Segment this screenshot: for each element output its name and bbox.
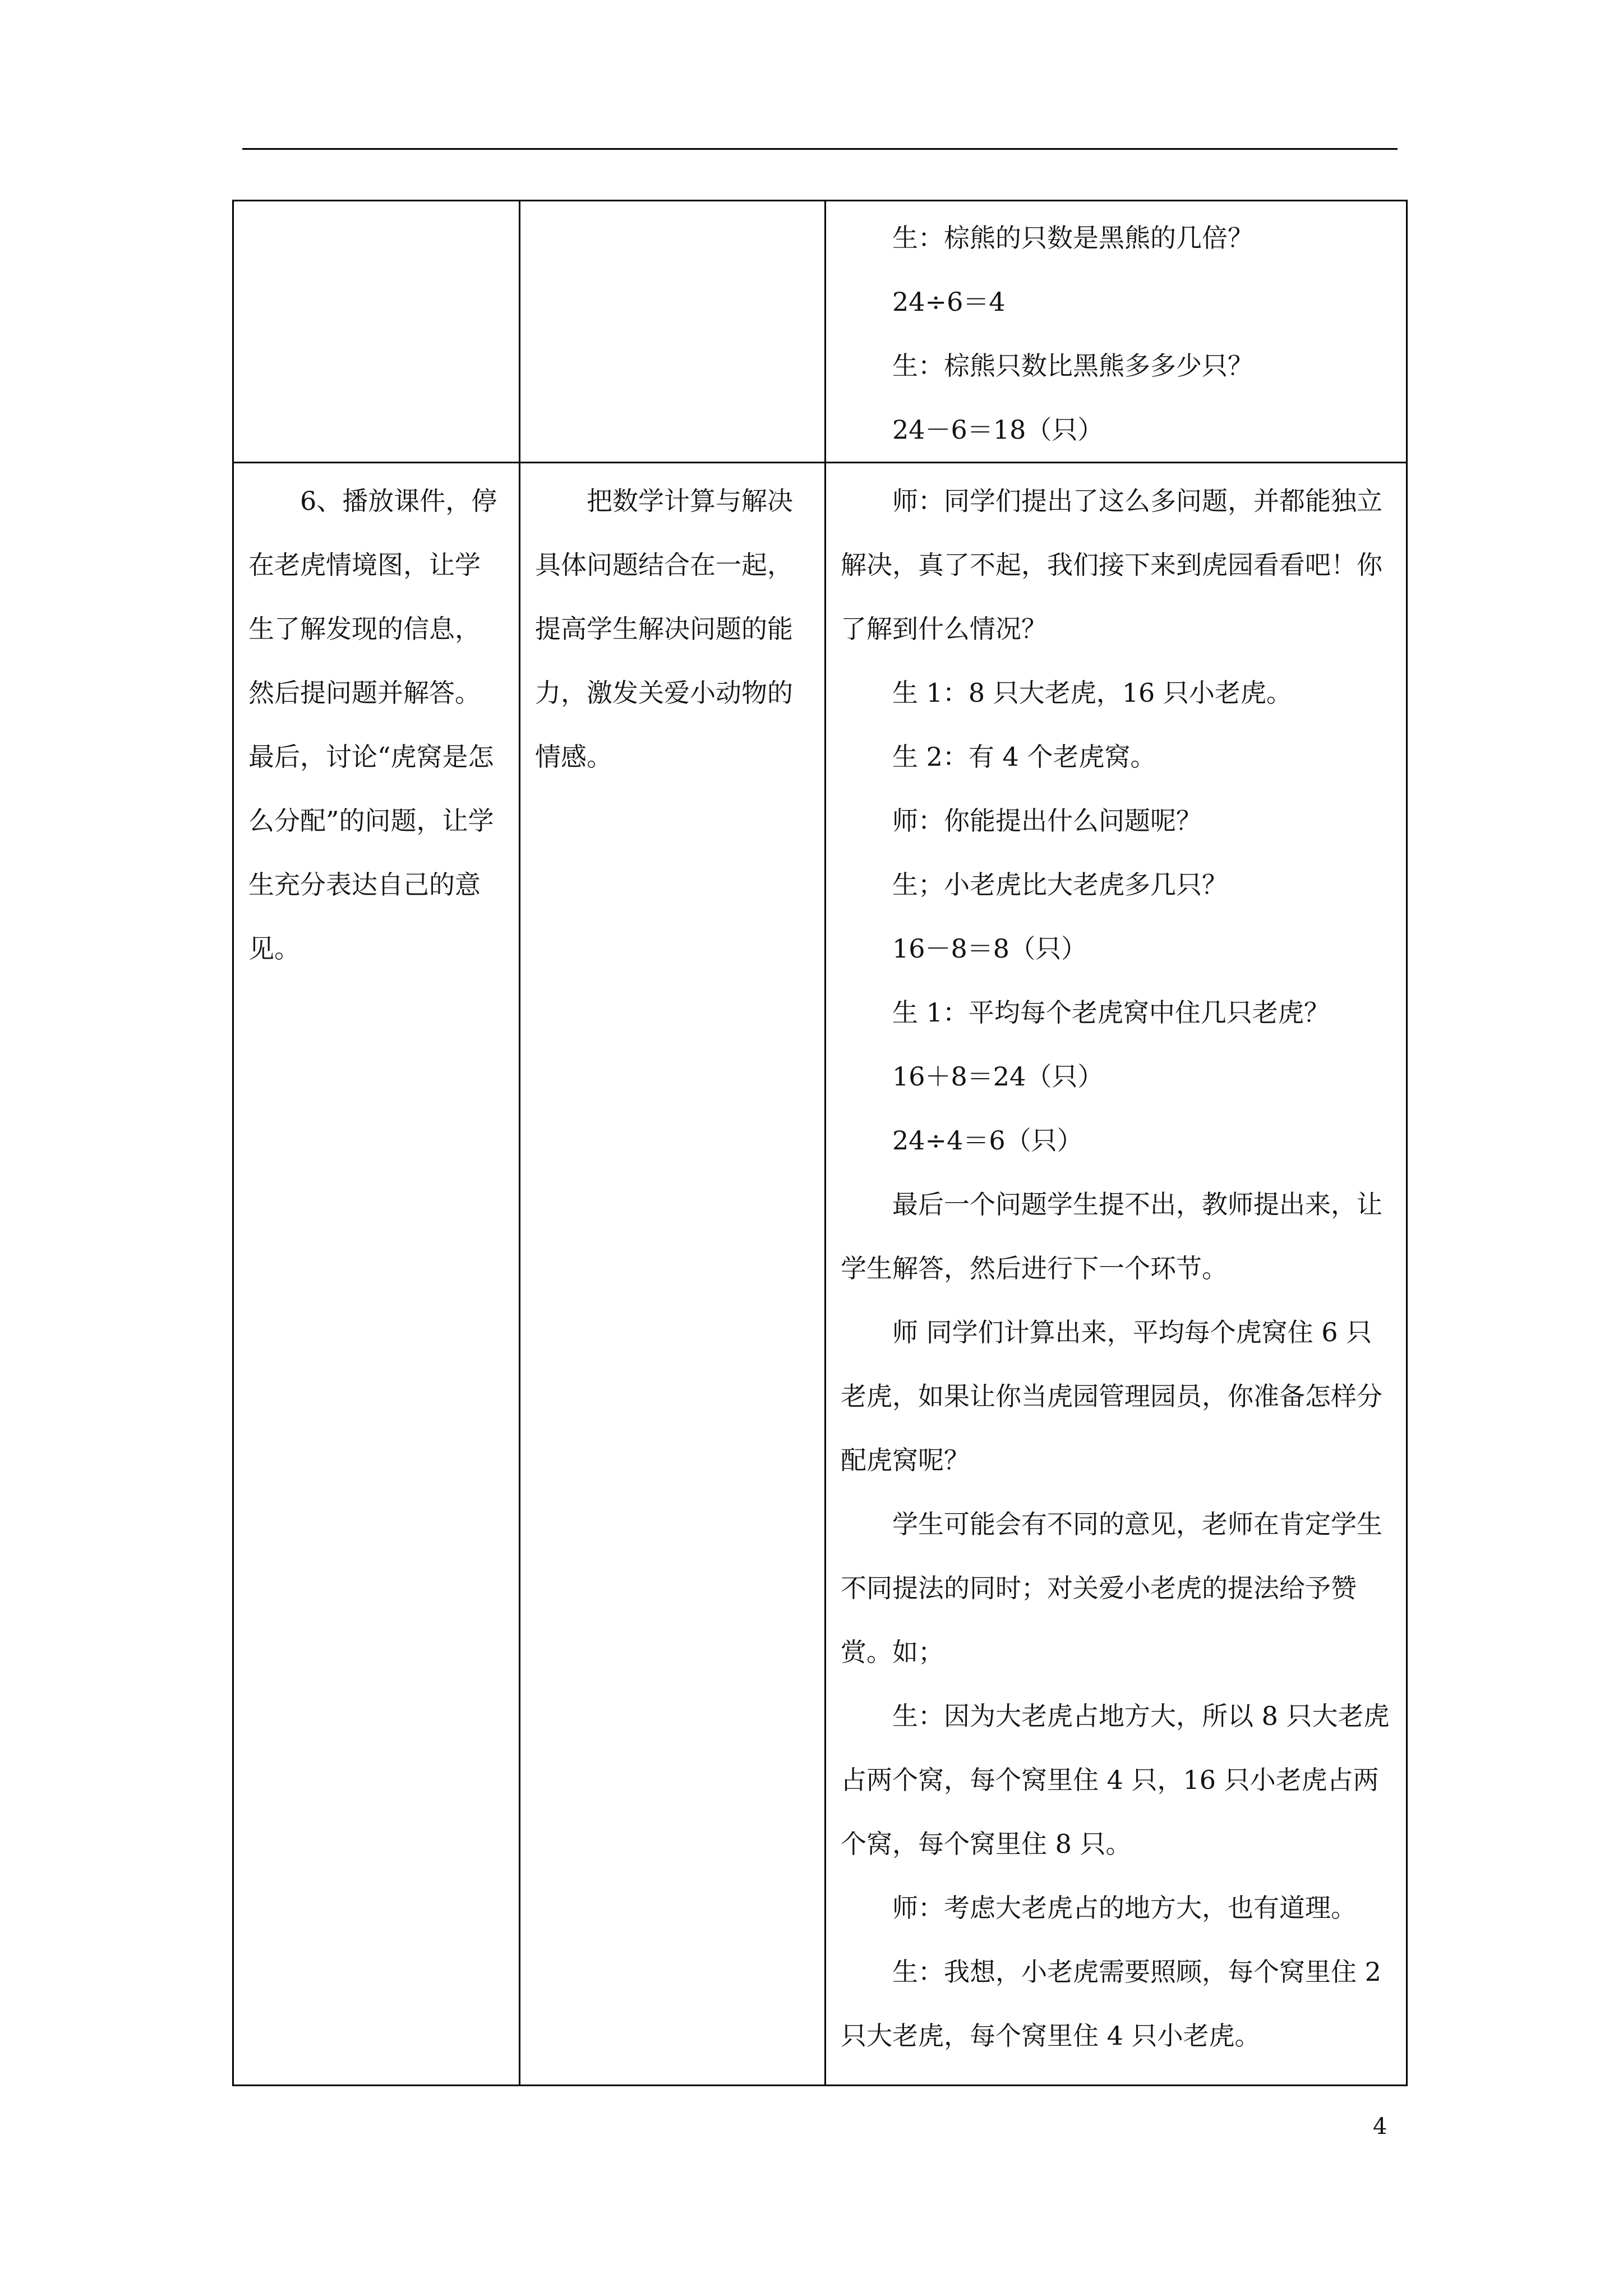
header-rule xyxy=(242,148,1398,150)
table-row xyxy=(233,201,1407,463)
intent-text: 把数学计算与解决具体问题结合在一起，提高学生解决问题的能力，激发关爱小动物的情感。 xyxy=(535,486,793,772)
dialog-line: 生：因为大老虎占地方大，所以 8 只大老虎占两个窝，每个窝里住 4 只，16 只小老虎占两个窝，每个窝里住 8 只。 xyxy=(841,1701,1390,1859)
dialog-line: 生 2：有 4 个老虎窝。 xyxy=(892,742,1156,772)
dialog-line: 生：我想，小老虎需要照顾，每个窝里住 2 只大老虎，每个窝里住 4 只小老虎。 xyxy=(841,1957,1381,2051)
table-row xyxy=(233,463,1407,2086)
dialog-line: 生 1：平均每个老虎窝中住几只老虎？ xyxy=(892,997,1330,1028)
dialog-line: 师：考虑大老虎占的地方大，也有道理。 xyxy=(892,1893,1357,1923)
dialog-line: 16＋8＝24（只） xyxy=(892,1061,1104,1092)
intent-cell xyxy=(520,463,826,2086)
dialog-line: 生：棕熊的只数是黑熊的几倍？ xyxy=(892,223,1253,253)
dialog-line: 24÷4＝6（只） xyxy=(892,1125,1083,1156)
dialog-line: 生 1：8 只大老虎，16 只小老虎。 xyxy=(892,678,1292,708)
dialog-line: 24－6＝18（只） xyxy=(892,415,1104,445)
intent-cell xyxy=(520,201,826,463)
dialog-line: 16－8＝8（只） xyxy=(892,933,1087,964)
dialog-cell xyxy=(826,463,1407,2086)
activity-cell xyxy=(233,463,520,2086)
dialog-line: 学生可能会有不同的意见，老师在肯定学生不同提法的同时；对关爱小老虎的提法给予赞赏。如； xyxy=(841,1509,1382,1667)
dialog-line: 师 同学们计算出来，平均每个虎窝住 6 只老虎，如果让你当虎园管理园员，你准备怎样分配虎窝呢？ xyxy=(841,1317,1382,1475)
dialog-line: 24÷6＝4 xyxy=(892,287,1006,317)
dialog-line: 最后一个问题学生提不出，教师提出来，让学生解答，然后进行下一个环节。 xyxy=(841,1189,1382,1283)
dialog-cell xyxy=(826,201,1407,463)
activity-cell xyxy=(233,201,520,463)
dialog-line: 师：同学们提出了这么多问题，并都能独立解决，真了不起，我们接下来到虎园看看吧！你了解到什么情况？ xyxy=(841,486,1382,644)
lesson-plan-table xyxy=(232,200,1408,2086)
dialog-line: 生：棕熊只数比黑熊多多少只？ xyxy=(892,351,1253,381)
page-number: 4 xyxy=(1373,2114,1387,2139)
activity-text: 6、播放课件，停在老虎情境图，让学生了解发现的信息，然后提问题并解答。最后，讨论“虎窝是怎么分配”的问题，让学生充分表达自己的意见。 xyxy=(248,486,497,964)
dialog-line: 师：你能提出什么问题呢？ xyxy=(892,806,1202,836)
dialog-line: 生；小老虎比大老虎多几只？ xyxy=(892,869,1228,900)
